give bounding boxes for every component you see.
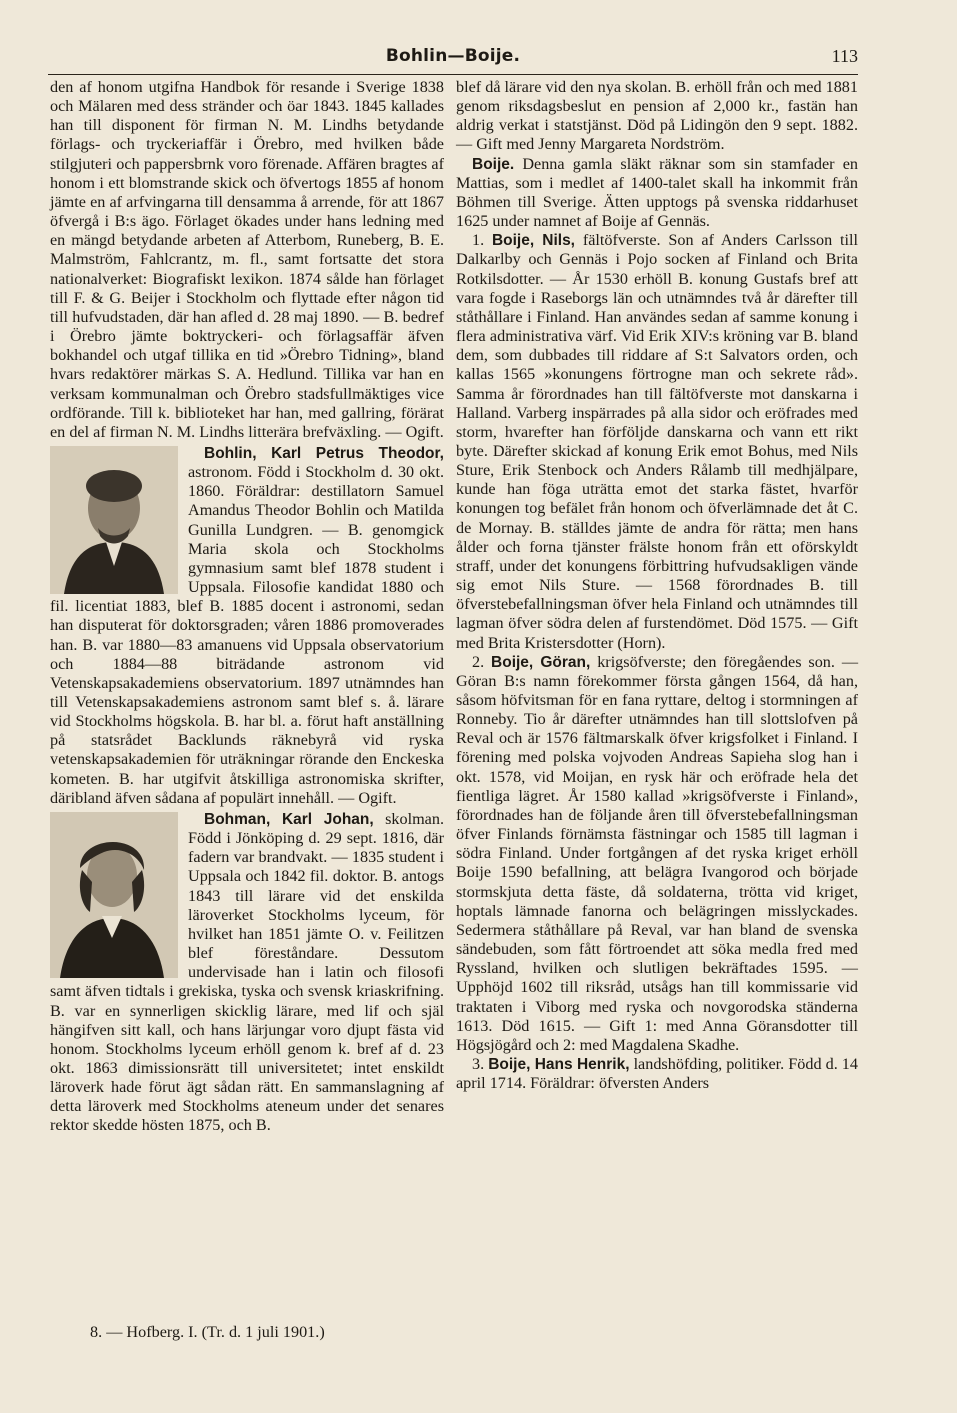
boije-family-entry	[456, 155, 858, 232]
hans-henrik-boije-entry	[456, 1055, 858, 1093]
goran-text: krigsöfverste; den föregåendes son. — Göran B:s namn förekommer första gången 1564, då han, såsom höfvitsman för en fana ryttare, deltog i stormningen af Ronneby. Tio år därefter utnämndes han till slottslofven på Reval och är 1576 fältmarskalk öfver krigsfolket i Finland. I förening med polska vojvoden Andreas Sapieha slog han i okt. 1578, vid Moijan, en rysk här och eröfrade hela det fientliga lägret. År 1580 kallad »krigsöfverste i Finland», förordnades han de följande åren till öfverstebefallningsman öfver Finlands förnämsta fästningar och 1585 till lagman i södra Finland. Under fortgången af det ryska kriget erhöll Boije 1590 befallning, att belägra Ivangorod och började stormskjuta detta fäste, då soldaterna, trötta vid kriget, hoptals lämnade fanorna och belägringen misslyckades. Sedermera ståthållare på Reval, var han bland de svenska sändebuden, som fått förtroendet att söka medla fred med Ryssland, hvilken och slutligen bekräftades 1595. — Upphöjd 1602 till riksråd, utsågs han till kommissarie vid traktaten i Viborg med ryska och novgorodska ständerna 1613. Död 1615. — Gift 1: med Anna Göransdotter till Högsjögård och 2: med Magdalena Skadhe.	[456, 652, 859, 1054]
bohlin-text: astronom. Född i Stockholm d. 30 okt. 1860. Föräldrar: destillatorn Samuel Amandus Theodor Bohlin och Matilda Gunilla Lundgren. — B. genomgick Maria skola och Stockholms gymnasium samt blef 1878 student i Uppsala. Filosofie kandidat 1880 och fil. licentiat 1883, blef B. 1885 docent i astronomi, sedan han disputerat för doktorsgraden; våren 1886 promoverades han. B. var 1880—83 amanuens vid Uppsala observatorium och 1884—88 biträdande astronom vid Vetenskapsakademiens observatorium. 1897 utnämndes han till Vetenskapsakademiens astronom samt blef s. å. lärare vid Stockholms högskola. B. har bl. a. förut haft anställning på statsrådet Backlunds räknebyrå vid ryska vetenskapsakademien för uträkningar rörande den Enckeska kometen. B. har utgifvit åtskilliga astronomiska skrifter, däribland äfven sådana af populärt innehåll. — Ogift.	[50, 463, 444, 807]
nils-boije-entry	[456, 231, 858, 652]
right-column	[456, 78, 858, 1093]
page-header	[48, 44, 858, 75]
hans-heading: Boije, Hans Henrik,	[488, 1055, 630, 1073]
goran-boije-entry	[456, 653, 858, 1055]
nils-number: 1.	[472, 231, 492, 250]
portrait-bohlin	[50, 446, 178, 594]
running-title: Bohlin—Boije.	[385, 46, 521, 66]
bohman-text: skolman. Född i Jönköping d. 29 sept. 1816, där fadern var brandvakt. — 1835 student i Uppsala och 1842 fil. doktor. B. antogs 1843 till lärare vid det enskilda läroverket Stockholms lyceum, för hvilket han 1851 jämte O. v. Feilitzen blef föreståndare. Dessutom undervisade han i latin och filosofi samt äfven tidtals i grekiska, tyska och svensk kriaskrifning. B. var en synnerligen skicklig lärare, med lif och själ hängifven sitt kall, och hans lärjungar voro djupt fästa vid honom. Stockholms lyceum erhöll genom k. bref af d. 23 okt. 1863 dimissionsrätt till universitetet; intet enskildt läroverk hade förut ägt sådan rätt. En sammanslagning af detta läroverk med Stockholms ateneum under det senares rektor skedde hösten 1875, och B.	[50, 809, 444, 1135]
bohman-continuation: blef då lärare vid den nya skolan. B. erhöll från och med 1881 genom riksdagsbeslut en pension af 2,000 kr., fastän han aldrig verkat i statstjänst. Död på Lidingön den 9 sept. 1882. — Gift med Jenny Margareta Nordström.	[456, 78, 858, 154]
hans-text: landshöfding, politiker. Född d. 14 april 1714. Föräldrar: öfversten Anders	[456, 1054, 858, 1093]
lindh-continuation: den af honom utgifna Handbok för resande i Sverige 1838 och Mälaren med dess stränder och öar 1843. 1845 kallades han till disponent för firman N. M. Lindhs betydande förlags- och tryckeriaffär i Örebro, med hvilken både stilgjuteri och pappersbrnk voro förenade. Affären bragtes af honom i ett blomstrande skick och öfvertogs 1855 af honom jämte en af arfvingarna till densamma å arrende, för att 1867 öfvergå i B:s ägo. Förlaget ökades under hans ledning med en mängd betydande arbeten af Atterbom, Runeberg, B. E. Malmström, Fahlcrantz, m. fl., samt fortsatte det stora nationalverket: Biografiskt lexikon. 1874 sålde han förlaget till F. & G. Beijer i Stockholm och flyttade efter någon tid till hufvudstaden, där han afled d. 28 maj 1890. — B. bedref i Örebro jämte boktryckeri- och förlagsaffär äfven bokhandel och utgaf tillika en tid »Örebro Tidning», bland hvars redaktörer märkas S. A. Hedlund. Tillika var han en verksam kommunalman och Örebro stadsfullmäktiges vice ordförande. Till k. biblioteket har han, med gallring, förärat en del af firman N. M. Lindhs litterära brefväxling. — Ogift.	[50, 78, 444, 441]
goran-heading: Boije, Göran,	[491, 653, 591, 671]
page-number: 113	[831, 46, 858, 66]
bohlin-entry	[50, 444, 444, 808]
portrait-bohman	[50, 812, 178, 978]
bohman-entry	[50, 810, 444, 1136]
nils-heading: Boije, Nils,	[491, 232, 575, 250]
signature-footer: 8. — Hofberg. I. (Tr. d. 1 juli 1901.)	[90, 1323, 325, 1341]
goran-number: 2.	[472, 652, 492, 671]
boije-heading: Boije.	[472, 155, 515, 173]
left-column	[50, 78, 444, 1136]
bohlin-heading: Bohlin, Karl Petrus Theodor,	[204, 444, 444, 462]
bohman-heading: Bohman, Karl Johan,	[204, 810, 374, 828]
boije-text: Denna gamla släkt räknar som sin stamfader en Mattias, som i medlet af 1400-talet skall ha inkommit från Böhmen till Sverige. Ätten upptogs på svenska riddarhuset 1625 under namnet af Boije af Gennäs.	[456, 154, 858, 231]
nils-text: fältöfverste. Son af Anders Carlsson till Dalkarlby och Gennäs i Pojo socken af Finland och Brita Rotkilsdotter. — År 1530 erhöll B. konung Gustafs bref att vara fogde i Raseborgs län och utnämndes två år därefter till ståthållare i Finland. Han användes sedan af samme konung i flera administrativa värf. Vid Erik XIV:s kröning var B. bland dem, som dubbades till riddare af S:t Salvators orden, och kallas 1565 »konungens förtrogne man och sekrete råd». Samma år förordnades han till fältöfverste mot danskarna i Halland. Varberg inspärrades på alla sidor och eröfrades med storm, hvarefter han förföljde danskarna och vann ett rikt byte. Därefter skickad af konung Erik emot Bohus, med Nils Sture, Erik Stenbock och Anders Rålamb till medhjälpare, kunde han föga uträtta emot det starka fästet, hvarför konungen tog befälet från honom och öfverlämnade det åt C. de Mornay. B. ställdes jämte de andra för rätta; men hans ålder och forna tjänster frälste honom från ett oförskyldt straff, under det konungens förbittring hufvudsakligen vände sig emot Nils Sture. — 1568 förordnades B. till öfverstebefallningsman öfver hela Finland och utnämndes till lagman öfver södra delen af furstendömet. Död 1575. — Gift med Brita Kristersdotter (Horn).	[456, 231, 858, 652]
hans-number: 3.	[472, 1054, 489, 1073]
